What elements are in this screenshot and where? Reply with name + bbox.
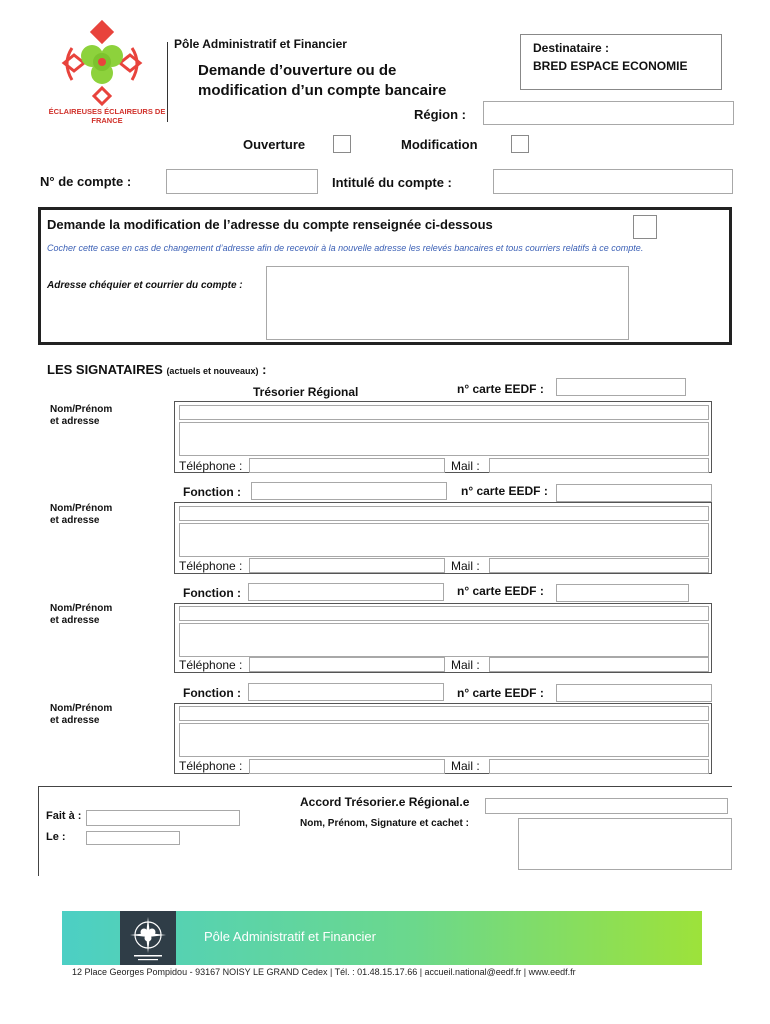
- footer-banner: [62, 911, 702, 965]
- telephone-input-2[interactable]: [249, 558, 445, 573]
- fait-label: Fait à :: [46, 810, 82, 822]
- name-input-2[interactable]: [179, 506, 709, 521]
- modification-checkbox[interactable]: [511, 135, 529, 153]
- address-textarea[interactable]: [266, 266, 629, 340]
- signature-box[interactable]: [518, 818, 732, 870]
- name-input-3[interactable]: [179, 606, 709, 621]
- carte-input-3[interactable]: [556, 584, 689, 602]
- name-label-1a: Nom/Prénom: [50, 404, 113, 415]
- address-change-note: Cocher cette case en cas de changement d’adresse afin de recevoir à la nouvelle adresse les relevés bancaires et tous courriers relatifs à ce compte.: [47, 243, 644, 253]
- telephone-label-2: Téléphone :: [179, 559, 243, 573]
- name-input-1[interactable]: [179, 405, 709, 420]
- address-change-section: [38, 207, 732, 345]
- name-label-2a: Nom/Prénom: [50, 503, 113, 514]
- page-title-line2: modification d’un compte bancaire: [198, 82, 447, 99]
- le-label: Le :: [46, 831, 66, 843]
- mail-input-2[interactable]: [489, 558, 709, 573]
- footer-address: 12 Place Georges Pompidou - 93167 NOISY LE GRAND Cedex | Tél. : 01.48.15.17.66 | accueil.national@eedf.fr | www.eedf.fr: [72, 967, 576, 977]
- carte-label-3: n° carte EEDF :: [457, 584, 544, 598]
- le-input[interactable]: [86, 831, 180, 845]
- modification-label: Modification: [401, 137, 478, 152]
- ouverture-checkbox[interactable]: [333, 135, 351, 153]
- accord-nom-label: Nom, Prénom, Signature et cachet :: [300, 818, 469, 829]
- signataires-title-text: LES SIGNATAIRES: [47, 362, 163, 377]
- fonction-label-3: Fonction :: [183, 586, 241, 600]
- ouverture-label: Ouverture: [243, 137, 306, 152]
- signer-block-4: [174, 703, 712, 774]
- header-divider: [167, 42, 168, 122]
- region-label: Région :: [414, 107, 466, 122]
- address-input-2[interactable]: [179, 523, 709, 557]
- org-logo-text: ÉCLAIREUSES ÉCLAIREURS DE FRANCE: [48, 107, 166, 125]
- telephone-label-1: Téléphone :: [179, 459, 243, 473]
- signer-block-3: [174, 603, 712, 673]
- address-input-1[interactable]: [179, 422, 709, 456]
- address-input-3[interactable]: [179, 623, 709, 657]
- telephone-label-4: Téléphone :: [179, 759, 243, 773]
- footer-logo: [120, 911, 176, 965]
- name-label-4a: Nom/Prénom: [50, 703, 113, 714]
- carte-label-4: n° carte EEDF :: [457, 686, 544, 700]
- mail-input-1[interactable]: [489, 458, 709, 473]
- carte-label-1: n° carte EEDF :: [457, 382, 544, 396]
- signataires-title: [47, 362, 266, 377]
- mail-label-3: Mail :: [451, 658, 480, 672]
- mail-label-4: Mail :: [451, 759, 480, 773]
- page-title-line1: Demande d’ouverture ou de: [198, 62, 397, 79]
- destinataire-value: BRED ESPACE ECONOMIE: [533, 59, 688, 73]
- footer-banner-text: Pôle Administratif et Financier: [204, 929, 376, 944]
- telephone-input-4[interactable]: [249, 759, 445, 774]
- destinataire-box: [520, 34, 722, 90]
- region-input[interactable]: [483, 101, 734, 125]
- name-label-3b: et adresse: [50, 615, 100, 626]
- fait-input[interactable]: [86, 810, 240, 826]
- numero-compte-label: N° de compte :: [40, 174, 132, 189]
- carte-input-1[interactable]: [556, 378, 686, 396]
- mail-input-3[interactable]: [489, 657, 709, 672]
- signataires-subtitle: (actuels et nouveaux): [166, 366, 259, 376]
- fonction-input-2[interactable]: [251, 482, 447, 500]
- signataires-colon: :: [262, 362, 267, 377]
- carte-input-4[interactable]: [556, 684, 712, 702]
- accord-input[interactable]: [485, 798, 728, 814]
- intitule-compte-label: Intitulé du compte :: [332, 175, 452, 190]
- fonction-label-2: Fonction :: [183, 485, 241, 499]
- address-change-title: Demande la modification de l’adresse du compte renseignée ci-dessous: [47, 217, 493, 232]
- pole-label: Pôle Administratif et Financier: [174, 37, 347, 51]
- numero-compte-input[interactable]: [166, 169, 318, 194]
- address-change-checkbox[interactable]: [633, 215, 657, 239]
- telephone-input-1[interactable]: [249, 458, 445, 473]
- carte-input-2[interactable]: [556, 484, 712, 502]
- signer-block-1: [174, 401, 712, 473]
- name-label-2b: et adresse: [50, 515, 100, 526]
- fonction-input-4[interactable]: [248, 683, 444, 701]
- compass-clover-icon: [120, 911, 176, 965]
- address-label: Adresse chéquier et courrier du compte :: [47, 280, 243, 291]
- name-label-1b: et adresse: [50, 416, 100, 427]
- mail-label-1: Mail :: [451, 459, 480, 473]
- mail-label-2: Mail :: [451, 559, 480, 573]
- address-input-4[interactable]: [179, 723, 709, 757]
- telephone-label-3: Téléphone :: [179, 658, 243, 672]
- name-label-4b: et adresse: [50, 715, 100, 726]
- intitule-compte-input[interactable]: [493, 169, 733, 194]
- accord-title: Accord Trésorier.e Régional.e: [300, 795, 470, 809]
- carte-label-2: n° carte EEDF :: [461, 484, 548, 498]
- fonction-input-3[interactable]: [248, 583, 444, 601]
- name-input-4[interactable]: [179, 706, 709, 721]
- destinataire-label: Destinataire :: [533, 41, 610, 55]
- tresorier-label: Trésorier Régional: [253, 385, 359, 399]
- name-label-3a: Nom/Prénom: [50, 603, 113, 614]
- fonction-label-4: Fonction :: [183, 686, 241, 700]
- mail-input-4[interactable]: [489, 759, 709, 774]
- signer-block-2: [174, 502, 712, 574]
- telephone-input-3[interactable]: [249, 657, 445, 672]
